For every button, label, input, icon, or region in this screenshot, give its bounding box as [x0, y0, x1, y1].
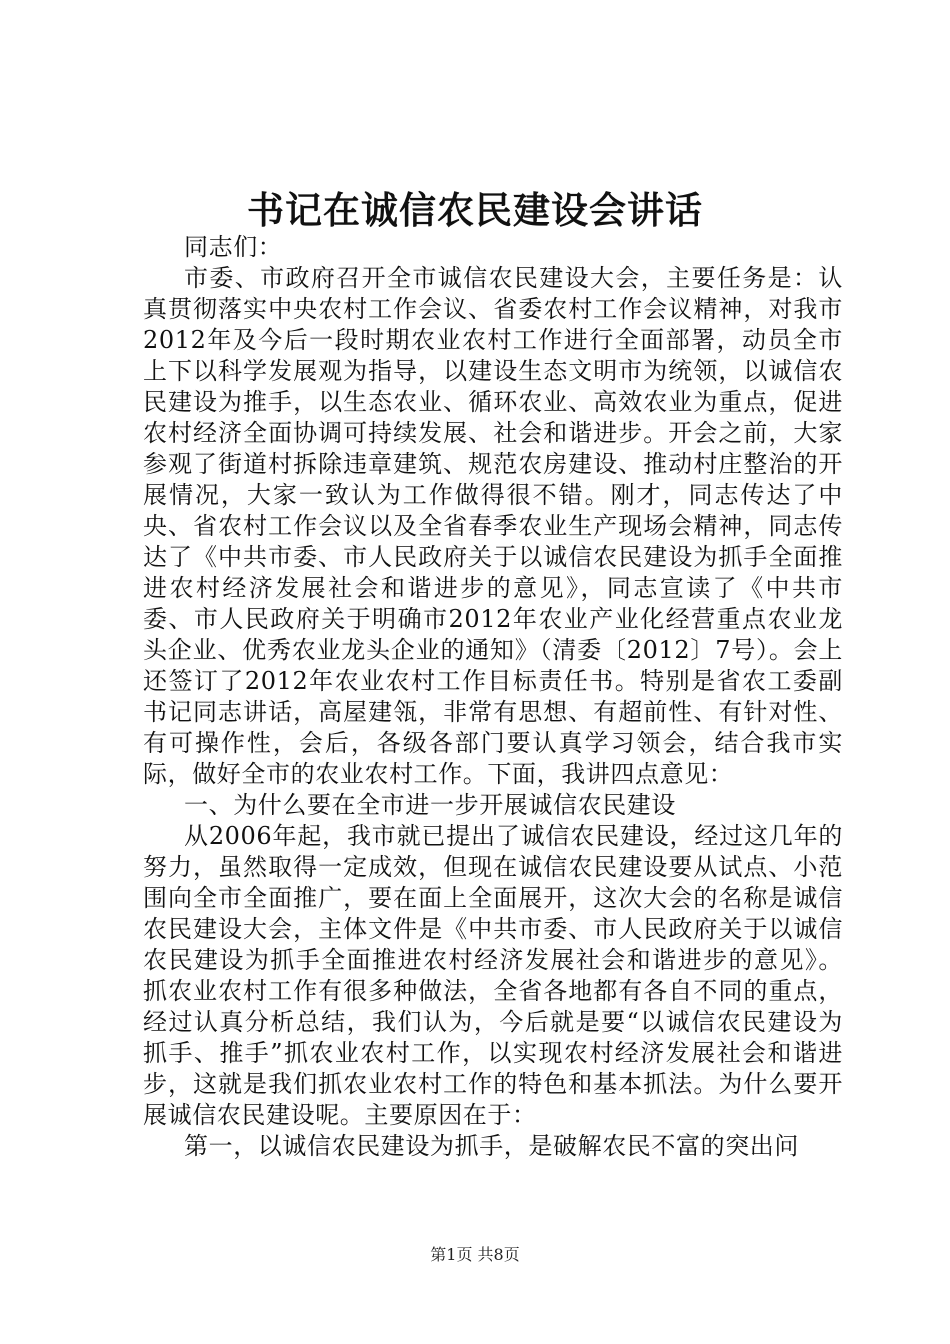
document-body: [143, 232, 843, 1162]
document-title: 书记在诚信农民建设会讲话: [247, 188, 703, 232]
salutation-paragraph: 同志们：: [184, 233, 283, 261]
body-paragraph: 从2006年起，我市就已提出了诚信农民建设，经过这几年的努力，虽然取得一定成效，但现在诚信农民建设要从试点、小范围向全市全面推广，要在面上全面展开，这次大会的名称是诚信农民建设大会，主体文件是《中共市委、市人民政府关于以诚信农民建设为抓手全面推进农村经济发展社会和谐进步的意见》。抓农业农村工作有很多种做法，全省各地都有各自不同的重点，经过认真分析总结，我们认为，今后就是要“以诚信农民建设为抓手、推手”抓农业农村工作，以实现农村经济发展社会和谐进步，这就是我们抓农业农村工作的特色和基本抓法。为什么要开展诚信农民建设呢。主要原因在于：: [143, 822, 843, 1129]
page-footer: 第1页 共8页: [430, 1245, 520, 1264]
point-paragraph: 第一，以诚信农民建设为抓手，是破解农民不富的突出问: [184, 1132, 799, 1160]
intro-paragraph: 市委、市政府召开全市诚信农民建设大会，主要任务是：认真贯彻落实中央农村工作会议、省委农村工作会议精神，对我市2012年及今后一段时期农业农村工作进行全面部署，动员全市上下以科学发展观为指导，以建设生态文明市为统领，以诚信农民建设为推手，以生态农业、循环农业、高效农业为重点，促进农村经济全面协调可持续发展、社会和谐进步。开会之前，大家参观了街道村拆除违章建筑、规范农房建设、推动村庄整治的开展情况，大家一致认为工作做得很不错。刚才，同志传达了中央、省农村工作会议以及全省春季农业生产现场会精神，同志传达了《中共市委、市人民政府关于以诚信农民建设为抓手全面推进农村经济发展社会和谐进步的意见》，同志宣读了《中共市委、市人民政府关于明确市2012年农业产业化经营重点农业龙头企业、优秀农业龙头企业的通知》（清委〔2012〕7号）。会上还签订了2012年农业农村工作目标责任书。特别是省农工委副书记同志讲话，高屋建瓴，非常有思想、有超前性、有针对性、有可操作性，会后，各级各部门要认真学习领会，结合我市实际，做好全市的农业农村工作。下面，我讲四点意见：: [143, 264, 843, 788]
section-heading: 一、为什么要在全市进一步开展诚信农民建设: [184, 791, 676, 819]
